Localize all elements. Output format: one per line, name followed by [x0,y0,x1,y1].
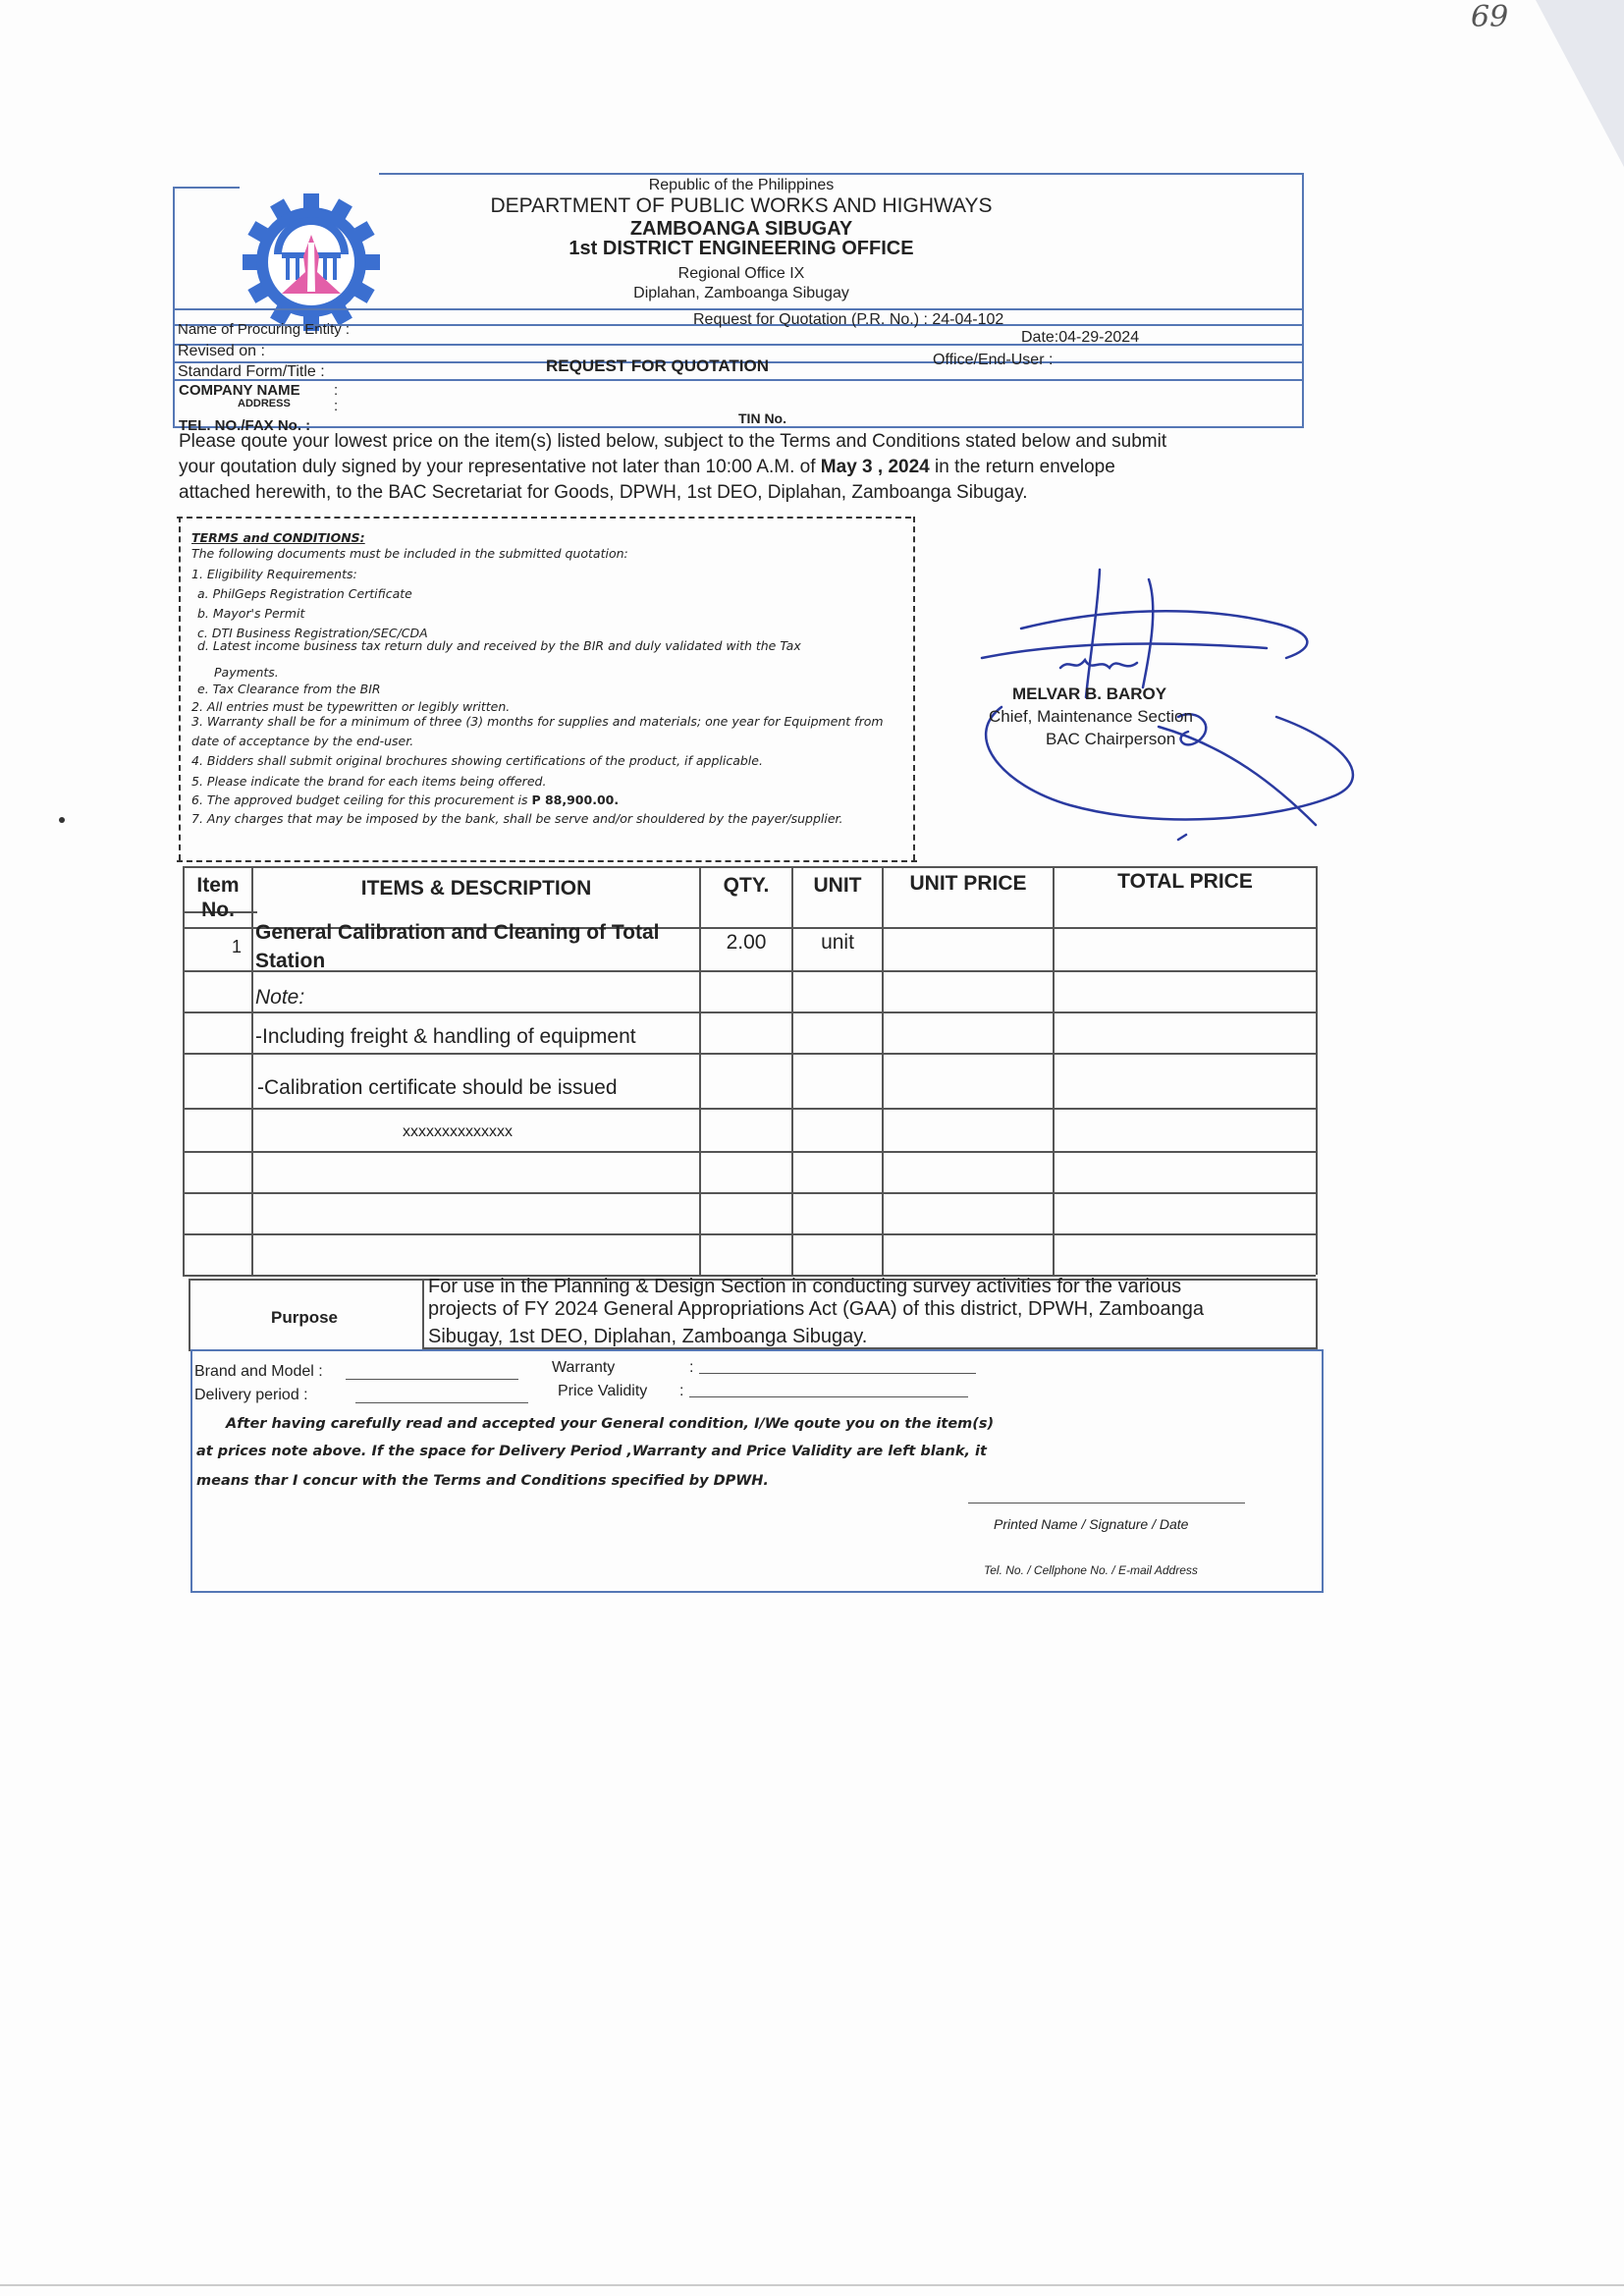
intro-line-2 [179,457,1115,478]
terms-line: 5. Please indicate the brand for each items being offered. [191,774,547,789]
item-note-1: -Including freight & handling of equipment [255,1025,636,1048]
region-text: Regional Office IX [677,265,805,282]
page-corner-shadow [1536,0,1624,167]
item-description: General Calibration and Cleaning of Total [255,921,660,944]
page-number: 69 [1471,0,1509,34]
item-unit: unit [821,931,854,954]
approved-budget: P 88,900.00. [531,793,620,807]
company-name-label: COMPANY NAME [179,382,300,399]
terms-line: c. DTI Business Registration/SEC/CDA [197,626,428,640]
header-total-price: TOTAL PRICE [1117,870,1253,893]
purpose-line-2: projects of FY 2024 General Appropriations Act (GAA) of this district, DPWH, Zamboanga [428,1298,1204,1320]
purpose-line-1: For use in the Planning & Design Section in conducting survey activities for the various [428,1276,1182,1297]
terms-line: a. PhilGeps Registration Certificate [197,586,412,601]
header-unit: UNIT [813,874,862,897]
rfq-number: Request for Quotation (P.R. No.) : 24-04-102 [693,311,1004,328]
address-label: ADDRESS [238,398,291,410]
header-description: ITEMS & DESCRIPTION [360,877,592,900]
acceptance-statement-3: means thar I concur with the Terms and Conditions specified by DPWH. [196,1473,769,1489]
acceptance-statement-2: at prices note above. If the space for Delivery Period ,Warranty and Price Validity are left blank, it [196,1444,987,1459]
terms-line: d. Latest income business tax return duly and received by the BIR and duly validated with the Tax [197,638,801,653]
intro-deadline-suffix: in the return envelope [929,457,1115,477]
warranty-colon: : [689,1359,694,1376]
terms-line: Payments. [214,665,279,680]
intro-line-1: Please qoute your lowest price on the item(s) listed below, subject to the Terms and Conditions stated below and submit [179,431,1167,452]
office-end-user-label: Office/End-User : [933,352,1054,368]
warranty-label: Warranty [552,1359,616,1376]
terms-line: date of acceptance by the end-user. [191,734,414,748]
brand-model-label: Brand and Model : [194,1363,323,1380]
intro-deadline-date: May 3 , 2024 [820,457,930,477]
terms-budget-text: 6. The approved budget ceiling for this procurement is [191,793,532,807]
purpose-line-3: Sibugay, 1st DEO, Diplahan, Zamboanga Sibugay. [428,1326,868,1347]
price-validity-label: Price Validity [558,1383,648,1399]
item-note-label: Note: [255,986,305,1009]
signatory-name: MELVAR B. BAROY [1012,684,1167,703]
delivery-period-label: Delivery period : [194,1387,308,1403]
table-filler: xxxxxxxxxxxxxx [403,1123,513,1140]
terms-line: 3. Warranty shall be for a minimum of three (3) months for supplies and materials; one year for Equipment from [191,714,884,729]
standard-form-label: Standard Form/Title : [178,363,325,380]
terms-line: b. Mayor's Permit [197,606,305,621]
terms-line: e. Tax Clearance from the BIR [197,682,381,696]
terms-title: TERMS and CONDITIONS: [191,530,365,545]
price-validity-colon: : [679,1383,684,1399]
rfq-date: Date:04-29-2024 [1021,329,1140,346]
office-address-text: Diplahan, Zamboanga Sibugay [633,285,849,301]
province-text: ZAMBOANGA SIBUGAY [629,218,853,240]
tel-fax-label: TEL. NO./FAX No. : [179,417,311,434]
republic-text: Republic of the Philippines [648,177,835,193]
form-title: REQUEST FOR QUOTATION [546,356,769,375]
terms-line: 7. Any charges that may be imposed by the bank, shall be serve and/or shouldered by the payer/supplier. [191,811,843,826]
signatory-role: BAC Chairperson [1046,730,1176,748]
dpwh-logo-icon [242,192,381,332]
terms-line: 2. All entries must be typewritten or legibly written. [191,699,511,714]
header-item-no-2: No. [201,899,235,921]
procuring-entity-label: Name of Procuring Entity : [178,321,351,338]
purpose-label: Purpose [271,1308,339,1327]
terms-line: The following documents must be included in the submitted quotation: [191,546,628,561]
item-note-2: -Calibration certificate should be issued [257,1076,618,1099]
printed-name-label: Printed Name / Signature / Date [994,1516,1189,1532]
stray-mark [59,817,65,823]
department-text: DEPARTMENT OF PUBLIC WORKS AND HIGHWAYS [490,194,993,217]
header-unit-price: UNIT PRICE [909,872,1027,895]
company-name-colon: : [334,382,339,399]
acceptance-statement-1: After having carefully read and accepted your General condition, I/We qoute you on the item(s) [226,1416,995,1432]
header-item-no: Item [196,874,240,897]
terms-line: 4. Bidders shall submit original brochures showing certifications of the product, if applicable. [191,753,763,768]
office-text: 1st DISTRICT ENGINEERING OFFICE [568,238,914,259]
item-qty: 2.00 [726,931,767,954]
scan-edge [0,2284,1624,2286]
signatory-title: Chief, Maintenance Section [989,707,1193,726]
terms-line: 1. Eligibility Requirements: [191,567,357,581]
item-description-2: Station [255,950,326,972]
tin-label: TIN No. [738,410,786,426]
item-number: 1 [232,937,243,957]
intro-deadline-prefix: your qoutation duly signed by your representative not later than 10:00 A.M. of [179,457,821,477]
header-qty: QTY. [723,874,770,897]
terms-budget-line [191,793,619,807]
intro-line-3: attached herewith, to the BAC Secretariat for Goods, DPWH, 1st DEO, Diplahan, Zamboanga Sibugay. [179,482,1028,503]
revised-on-label: Revised on : [178,343,265,359]
address-colon: : [334,398,339,414]
contact-label: Tel. No. / Cellphone No. / E-mail Address [984,1563,1198,1577]
